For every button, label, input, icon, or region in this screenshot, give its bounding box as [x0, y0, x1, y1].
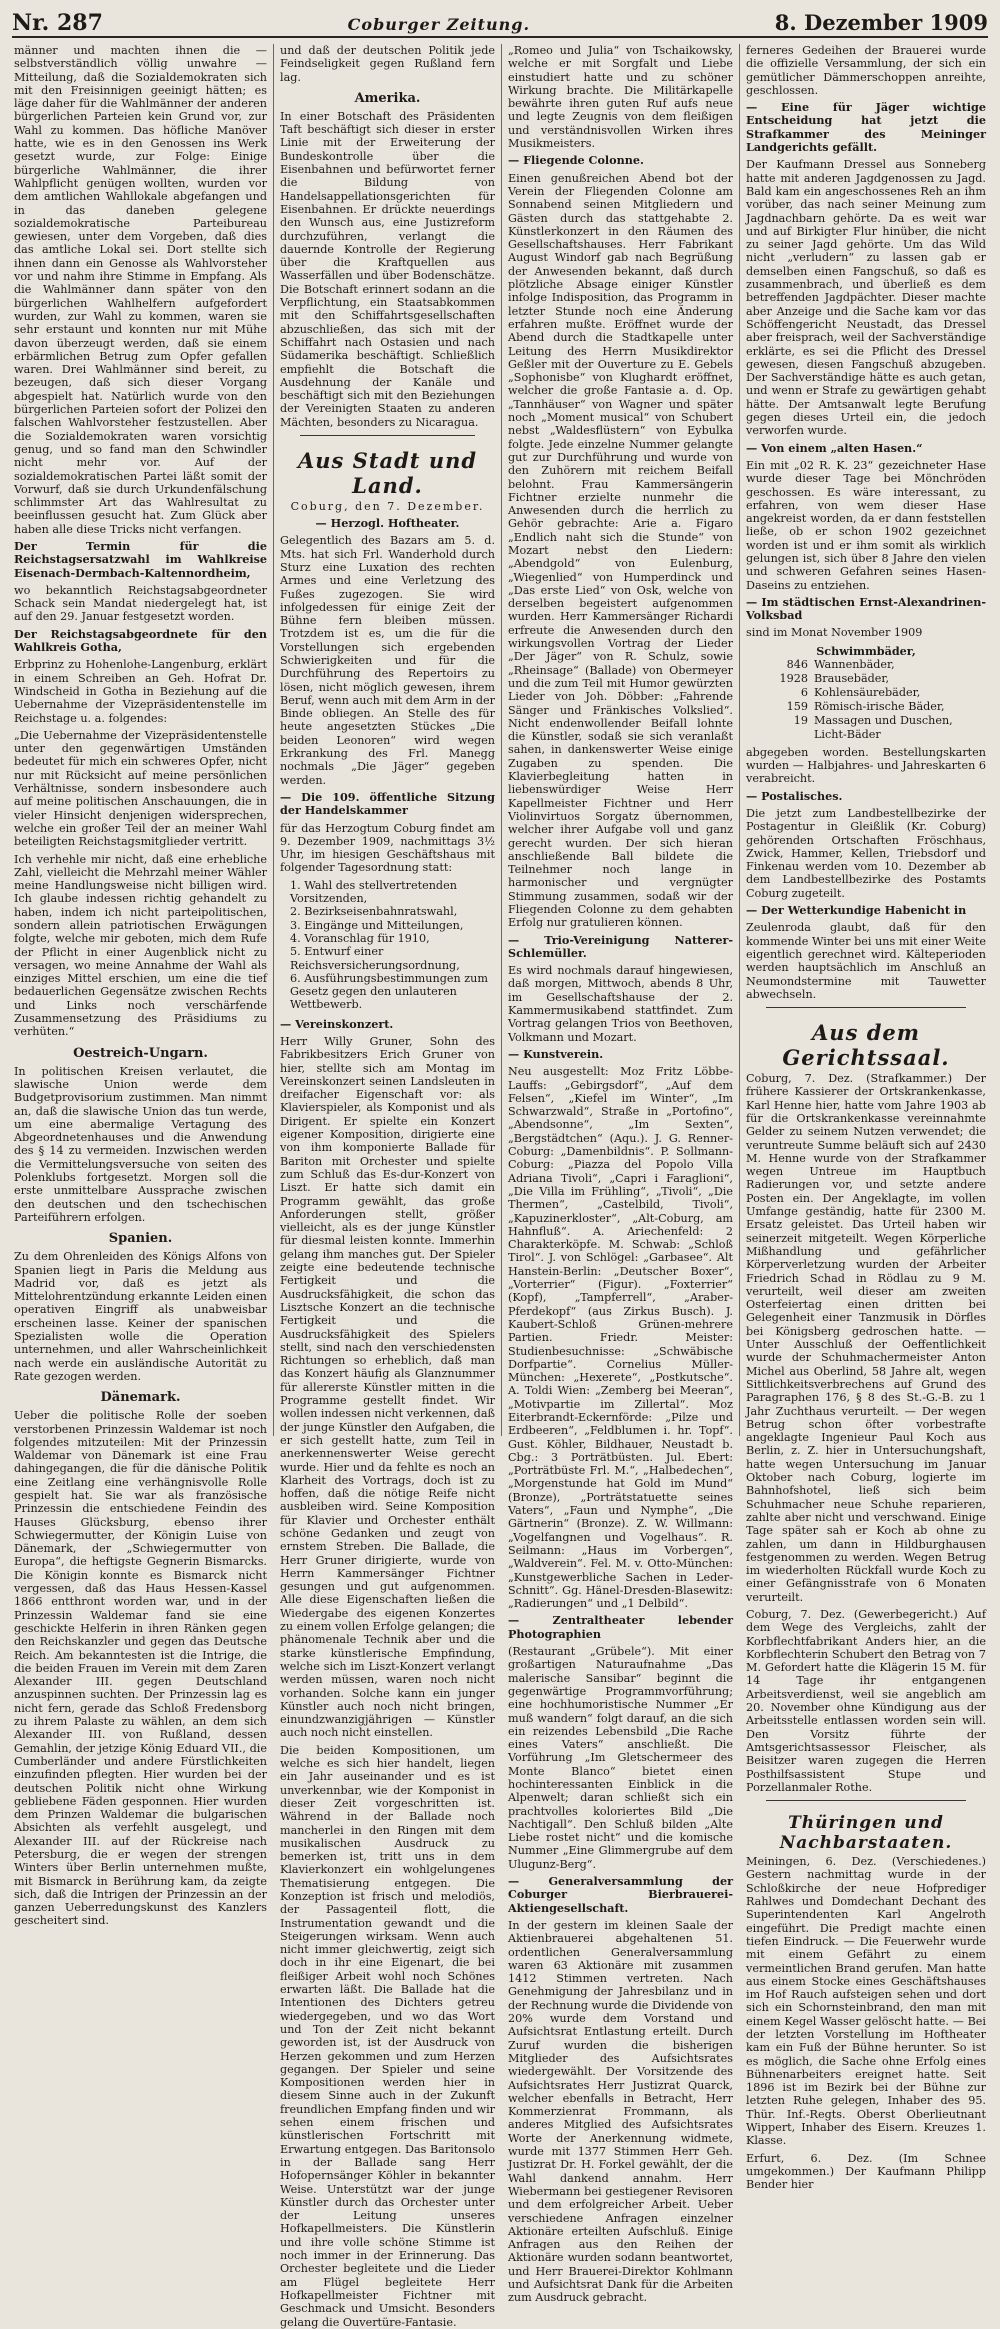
stats-label: Römisch-irische Bäder, — [814, 699, 945, 713]
article-text: Ich verhehle mir nicht, daß eine erhebliche Zahl, vielleicht die Mehrzahl meiner Wähler meine Handlungsweise nicht billigen wird. Ich glaube indessen richtig gehandelt zu haben, indem ich nicht parteipolitischen, sondern allein patriotischen Erwägungen folgte, welche mir geboten, mich dem Rufe der Pflicht in einer Augenblick nicht zu versagen, wo meine Annahme der Wahl als einziges Mittel erschien, um eine die tief bedauerlichen Gegensätze zwischen Rechts und Links noch verschärfende Zusammensetzung des Präsidiums zu verhüten.“ — [14, 852, 267, 1039]
article-text: Erfurt, 6. Dez. (Im Schnee umgekommen.) Der Kaufmann Philipp Bender hier — [746, 2151, 986, 2192]
article-heading: — Von einem „alten Hasen.“ — [746, 440, 923, 455]
article-heading: — Postalisches. — [746, 788, 843, 803]
stats-row — [746, 700, 986, 714]
stats-label: Wannenbäder, — [814, 657, 895, 671]
agenda-item: 2. Bezirkseisenbahnratswahl, — [290, 905, 458, 919]
article-text: Meiningen, 6. Dez. (Verschiedenes.) Gestern nachmittag wurde in der Schloßkirche der neue Hofprediger Rahlwes und Domdechant Dechant des Superintendenten Karl Angelroth eingeführt. Die Predigt machte einen tiefen Eindruck. — Die Feuerwehr wurde mit einem Gefährt zu einem vermeintlichen Brand gerufen. Man hatte aus einem Stocke eines Geschäftshauses im Hof Rauch aufsteigen sehen und dort sich ein Schornsteinbrand, den man mit einem Kegel Wasser gelöscht hatte. — Bei der letzten Vorstellung im Hoftheater kam ein Fuß der Bühne herunter. So ist es möglich, die Sache ohne Erfolg eines Bühnenarbeiters ereignet hatte. Seit 1896 ist im Bezirk bei der Bühne zur letzten Ruhe gelegen, Inhaber des 95. Thür. Inf.-Regts. Oberst Oberlieutnant Wippert, Inhaber des Eisern. Kreuzes 1. Klasse. — [746, 1855, 986, 2148]
bath-statistics — [746, 644, 986, 742]
article-text: ferneres Gedeihen der Brauerei wurde die offizielle Versammlung, der sich ein gemütlicher Dämmerschoppen anreihte, geschlossen. — [746, 44, 986, 97]
stats-row — [746, 686, 986, 700]
stats-head: Schwimmbäder, — [816, 643, 916, 658]
stats-row — [746, 728, 986, 742]
article-text: Ein mit „02 R. K. 23“ gezeichneter Hase wurde dieser Tage bei Mönchröden geschossen. Es wäre interessant, zu erfahren, von wem dieser Hase angekreist worden, da er dann feststellen ließe, ob er schon 1902 gezeichnet worden ist und er ihm somit als wirklich gelungen ist, sich über 8 Jahre den vielen und schweren Gefahren seines Hasen-Daseins zu entziehen. — [746, 458, 986, 592]
stats-label: Kohlensäurebäder, — [814, 685, 921, 699]
article-text: abgegeben worden. Bestellungskarten wurden — Halbjahres- und Jahreskarten 6 verabreicht. — [746, 745, 986, 786]
article-heading: — Vereinskonzert. — [280, 1016, 394, 1031]
stats-count: 846 — [786, 657, 808, 671]
article-text: In der gestern im kleinen Saale der Aktienbrauerei abgehaltenen 51. ordentlichen Generalversammlung waren 63 Aktionäre mit zusammen 1412 Stimmen vertreten. Nach Genehmigung der Jahresbilanz und in der Rechnung wurde die Dividende von 20% wurde dem Vorstand und Aufsichtsrat Entlastung erteilt. Durch Zuruf wurden die bisherigen Mitglieder des Aufsichtsrates wiedergewählt. Der Vorsitzende des Aufsichtsrates Herr Justizrat Quarck, welcher ebenfalls in Betracht, Herr Kommerzienrat Frommann, als anderes Mitglied des Aufsichtsrates Worte der Anerkennung widmete, wurde mit 1377 Stimmen Herr Geh. Justizrat Dr. H. Forkel gewählt, der die Wahl dankend annahm. Herr Wiebermann bei gestiegener Revisoren und dem erfolgreicher Arbeit. Ueber verschiedene Anfragen einzelner Aktionäre erteilten Aufschluß. Einige Anfragen aus den Reihen der Aktionäre wurden sodann beantwortet, und Herr Brauerei-Direktor Kohlmann und Aufsichtsrat Dank für die Arbeiten zum Ausdruck gebracht. — [508, 1918, 733, 2305]
article-heading: Der Reichstagsabgeordnete für den Wahlkreis Gotha, — [14, 626, 267, 655]
agenda-item: 1. Wahl des stellvertretenden Vorsitzenden, — [290, 878, 457, 906]
article-heading: — Im städtischen Ernst-Alexandrinen-Volksbad — [746, 594, 986, 623]
stats-label: Licht-Bäder — [814, 727, 881, 741]
section-title: Thüringen und Nachbarstaaten. — [779, 1813, 953, 1854]
article-text: sind im Monat November 1909 — [746, 626, 923, 640]
column-1 — [8, 44, 274, 1928]
article-heading: — Die 109. öffentliche Sitzung der Handelskammer — [280, 789, 495, 818]
article-text: Erbprinz zu Hohenlohe-Langenburg, erklärt in einem Schreiben an Geh. Hofrat Dr. Windscheid in Gotha in Beziehung auf die Uebernahme der Vizepräsidentenstelle im Reichstage u. a. folgendes: — [14, 658, 267, 725]
stats-row — [746, 658, 986, 672]
article-text: für das Herzogtum Coburg findet am 9. Dezember 1909, nachmittags 3½ Uhr, im hiesigen Geschäftshaus mit folgender Tagesordnung statt: — [280, 821, 495, 875]
stats-count: 159 — [786, 699, 808, 713]
stats-row — [746, 672, 986, 686]
divider — [300, 435, 475, 436]
article-text: wo bekanntlich Reichstagsabgeordneter Schack sein Mandat niedergelegt hat, ist auf den 29. Januar festgesetzt worden. — [14, 583, 267, 624]
issue-number: Nr. 287 — [12, 10, 103, 36]
section-heading: Dänemark. — [100, 1390, 181, 1406]
columns — [8, 44, 992, 2329]
stats-count — [746, 728, 814, 742]
section-heading: Oestreich-Ungarn. — [73, 1045, 208, 1061]
column-4 — [740, 44, 992, 2192]
divider — [766, 1800, 966, 1801]
column-3 — [502, 44, 740, 2305]
divider — [766, 1007, 966, 1008]
article-heading: — Trio-Vereinigung Natterer-Schlemüller. — [508, 932, 733, 960]
article-text: Coburg, 7. Dez. (Gewerbegericht.) Auf dem Wege des Vergleichs, zahlt der Korbflechtfabrikant Anders hier, an die Korbflechterin Schubert den Betrag von 7 M. Gefordert hatte die Klägerin 15 M. für 14 Tage ihr entgangenen Arbeitsverdienst, weil sie angeblich am 20. November ohne Kündigung aus der Arbeitsstelle entlassen worden sein will. Den Vorsitz führte der Amtsgerichtsassessor Fleischer, als Beisitzer waren zugegen die Herren Posthilfsassistent Stupe und Porzellanmaler Rothe. — [746, 1607, 986, 1794]
section-title: Aus Stadt und Land. — [297, 448, 478, 499]
agenda-item: 5. Entwurf einer Reichsversicherungsordnung, — [290, 945, 460, 972]
page-header — [12, 10, 988, 38]
article-text: „Die Uebernahme der Vizepräsidentenstelle unter den gegenwärtigen Umständen bedeutet für mich ein schweres Opfer, nicht nur mit Rücksicht auf meine persönlichen Verhältnisse, sondern insbesondere auch auf meine politischen Anschauungen, die in vieler Hinsicht denjenigen widersprechen, welche ein großer Teil der an meiner Wahl beteiligten Reichstagsmitglieder vertritt. — [14, 728, 267, 849]
stats-count: 1928 — [779, 671, 808, 685]
article-text: Die beiden Kompositionen, um welche es sich hier handelt, liegen ein Jahr auseinander und es ist unverkennbar, wie der Komponist in dieser Zeit vorgeschritten ist. Während in der Ballade noch mancherlei in den Ringen mit dem musikalischen Ausdruck zu bemerken ist, tritt uns in dem Klavierkonzert ein wohlgelungenes Thematisierung entgegen. Die Konzeption ist frisch und melodiös, der Passagenteil flott, die Instrumentation gewandt und die Steigerungen wirksam. Wenn auch nicht immer gleichwertig, zeigt sich doch in ihr eine Eigenart, die bei fleißiger Arbeit wohl noch Schönes erwarten läßt. Die Ballade hat die Intentionen des Dichters getreu wiedergegeben, und wo das Wort und Ton der Zeit nicht bekannt geworden ist, ist der Ausdruck von Herzen gekommen und zum Herzen gegangen. Der Spieler und seine Kompositionen werden hier in diesem Sinne auch in der Zukunft freundlichen Empfang finden und wir sehen einem frischen und künstlerischen Fortschritt mit Erwartung entgegen. Das Baritonsolo in der Ballade sang Herr Hofopernsänger Köhler in bekannter Weise. Unterstützt war der junge Künstler durch das Orchester unter der Leitung unseres Hofkapellmeisters. Die Künstlerin und ihre volle schöne Stimme ist noch immer in der Erinnerung. Das Orchester begleitete und die Lieder am Flügel begleitete Herr Hofkapellmeister Fichtner mit Geschmack und Umsicht. Besonders gelang die Ouvertüre-Fantasie. — [280, 1743, 495, 2329]
stats-label: Massagen und Duschen, — [814, 713, 953, 727]
article-text: Die jetzt zum Landbestellbezirke der Postagentur in Gleißlik (Kr. Coburg) gehörenden Ortschaften Fröschhaus, Zwick, Hammer, Kellen, Triebsdorf und Finkenau werden vom 10. Dezember ab dem Landbestellbezirke des Postamts Coburg zugeteilt. — [746, 806, 986, 900]
agenda-item: 6. Ausführungsbestimmungen zum Gesetz gegen den unlauteren Wettbewerb. — [290, 971, 488, 1012]
article-text: Coburg, 7. Dez. (Strafkammer.) Der frühere Kassierer der Ortskrankenkasse, Karl Henne hier, hatte vom Jahre 1903 ab für die Ortskrankenkasse vereinnahmte Gelder zu seinem Nutzen verwendet; die veruntreute Summe beläuft sich auf 2430 M. Henne wurde von der Strafkammer wegen Untreue im Hauptbuch Radierungen vor, und setzte andere Posten ein. Der Angeklagte, im vollen Umfange geständig, hatte für 2300 M. Ersatz geleistet. Das Urteil haben wir seinerzeit mitgeteilt. Wegen Körperliche Mißhandlung und gefährlicher Körperverletzung wurden der Arbeiter Friedrich Schad in Rödlau zu 9 M. verurteilt, weil dieser am zweiten Osterfeiertag einen dritten bei Gelegenheit einer Tanzmusik in Dörfles bei Königsberg gedroschen hatte. — Unter Ausschluß der Oeffentlichkeit wurde der Schuhmachermeister Anton Michel aus Oberlind, 58 Jahre alt, wegen Sittlichkeitsverbrechens auf Grund des Paragraphen 176, § 8 des St.-G.-B. zu 1 Jahr Zuchthaus verurteilt. — Der wegen Betrug schon öfter vorbestrafte angeklagte Ingenieur Paul Koch aus Berlin, z. Z. hier in Untersuchungshaft, hatte wegen Untersuchung im Januar Oktober nach Coburg, logierte im Bahnhofshotel, ließ sich beim Schuhmacher neue Schuhe reparieren, zahlte aber nicht und verschwand. Einige Tage später sah er Koch ab ohne zu zahlen, um dann in Hildburghausen festgenommen zu werden. Wegen Betrug im wiederholten Rückfall wurde Koch zu einer Gefängnisstrafe von 6 Monaten verurteilt. — [746, 1072, 986, 1604]
stats-row — [746, 714, 986, 728]
article-heading: — Eine für Jäger wichtige Entscheidung hat jetzt die Strafkammer des Meininger Landgerichts gefällt. — [746, 100, 986, 155]
article-heading: — Kunstverein. — [508, 1046, 604, 1061]
article-text: In politischen Kreisen verlautet, die slawische Union werde dem Budgetprovisorium zustimmen. Man nimmt an, daß die slawische Union das tun werde, um eine abermalige Vertagung des Abgeordnetenhauses und die Anwendung des § 14 zu vermeiden. Inzwischen werden die Vermittelungsversuche von seiten des Polenklubs fortgesetzt. Morgen soll die erste unmittelbare Aussprache zwischen den deutschen und den tschechischen Parteiführern erfolgen. — [14, 1064, 267, 1224]
article-heading: Der Termin für die Reichstagsersatzwahl im Wahlkreise Eisenach-Dermbach-Kaltennordheim, — [14, 538, 267, 580]
article-text: Es wird nochmals darauf hingewiesen, daß morgen, Mittwoch, abends 8 Uhr, im Gesellschaftshause der 2. Kammermusikabend stattfindet. Zum Vortrag gelangen Trios von Beethoven, Volkmann und Mozart. — [508, 964, 733, 1044]
dateline: Coburg, den 7. Dezember. — [290, 500, 485, 514]
agenda-list — [290, 879, 495, 1012]
article-text: „Romeo und Julia“ von Tschaikowsky, welche er mit Sorgfalt und Liebe einstudiert hatte und zu schöner Wirkung brachte. Die Militärkapelle bewährte ihren guten Ruf aufs neue und legte Zeugnis von dem fleißigen und verständnisvollen Wirken ihres Musikmeisters. — [508, 44, 733, 151]
article-heading: — Fliegende Colonne. — [508, 153, 644, 168]
article-heading: — Der Wetterkundige Habenicht in — [746, 903, 967, 918]
article-text: (Restaurant „Grübele“). Mit einer großartigen Naturaufnahme „Das malerische Sansibar“ beginnt die gegenwärtige Programmvorführung; eine hochhumoristische Nummer „Er muß wandern“ folgt darauf, an die sich ein reizendes Lebensbild „Die Rache eines Vaters“ anschließt. Die Vorführung „Im Gletschermeer des Monte Blanco“ bietet einen hochinteressanten Einblick in die Alpenwelt; daran schließt sich ein prachtvolles koloriertes Bild „Die Nachtigall“. Den Schluß bilden „Alte Liebe rostet nicht“ und die komische Nummer „Eine Glimmergrube auf dem Ulugunz-Berg“. — [508, 1645, 733, 1871]
article-text: Einen genußreichen Abend bot der Verein der Fliegenden Colonne am Sonnabend seinen Mitgliedern und Gästen durch das stattgehabte 2. Künstlerkonzert in den Räumen des Gesellschaftshauses. Herr Fabrikant August Windorf gab nach Begrüßung der Anwesenden bekannt, daß durch plötzliche Absage einiger Künstler infolge Indisposition, das Programm in letzter Stunde noch eine Änderung erfahren mußte. Eröffnet wurde der Abend durch die Stadtkapelle unter Leitung des Herrn Musikdirektor Geßler mit der Ouverture zu E. Gebels „Sophonisbe“ von Klughardt eröffnet, welcher die große Fantasie a. d. Op. „Tannhäuser“ von Wagner und später noch „Moment musical“ von Schubert nebst „Waldesflüstern“ von Eybulka folgte. Jede einzelne Nummer gelangte gut zur Durchführung und wurde von den Zuhörern mit reichem Beifall belohnt. Frau Kammersängerin Fichtner erzielte nunmehr die Anwesenden durch die herrlich zu Gehör gebrachte: Arie a. Figaro „Endlich naht sich die Stunde“ von Mozart nebst den Liedern: „Abendgold“ von Eulenburg, „Wiegenlied“ von Humperdinck und „Das erste Lied“ von Osk, welche von derselben begeistert aufgenommen wurden. Herr Kammersänger Richardi erfreute die Anwesenden durch den wirkungsvollen Vortrag der Lieder „Der Jäger“ von R. Schulz, sowie „Rheinsage“ (Ballade) von Obermeyer und die zum Teil mit Humor gewürzten Lieder von Joh. Döbber: „Fahrende Sänger und Fränkisches Volkslied“. Nicht endenwollender Beifall lohnte die Künstler, sodaß sie sich veranlaßt sahen, in dankenswerter Weise einige Zugaben zu spenden. Die Klavierbegleitung hatten in liebenswürdiger Weise Herr Kapellmeister Fichtner und Herr Violinvirtuos Sorgatz übernommen, welcher ihrer Aufgabe voll und ganz gerecht wurden. Der sich hieran anschließende Ball bildete die Teilnehmer noch lange in harmonischer und vergnügter Stimmung zusammen, sodaß wir der Fliegenden Colonne zu dem gehabten Erfolg nur gratulieren können. — [508, 171, 733, 930]
section-title: Aus dem Gerichtssaal. — [782, 1020, 950, 1071]
newspaper-name: Coburger Zeitung. — [347, 15, 531, 34]
article-text: Zeulenroda glaubt, daß für den kommende Winter bei uns mit einer Weite eigentlich gerechnet wird. Kälteperioden werden hauptsächlich im Anschluß an Neumondstermine mit Tauwetter abwechseln. — [746, 921, 986, 1001]
article-text: In einer Botschaft des Präsidenten Taft beschäftigt sich dieser in erster Linie mit der Erweiterung der Bundeskontrolle über die Eisenbahnen und befürwortet ferner die Bildung von Handelsappellationsgerichten für Eisenbahnen. Er drückte neuerdings den Wunsch aus, eine Justizreform durchzuführen, verlangt die dauernde Kontrolle der Regierung über die Kraftquellen aus Wasserfällen und über Bodenschätze. Die Botschaft erinnert sodann an die Verpflichtung, ein Staatsabkommen mit den Schiffahrtsgesellschaften abzuschließen, das sich mit der Schiffahrt nach Ostasien und nach Südamerika beschäftigt. Schließlich empfiehlt die Botschaft die Ausdehnung der Kanäle und beschäftigt sich mit den Beziehungen der Vereinigten Staaten zu anderen Mächten, besonders zu Nicaragua. — [280, 109, 495, 429]
article-heading: — Herzogl. Hoftheater. — [315, 516, 460, 531]
article-text: und daß der deutschen Politik jede Feindseligkeit gegen Rußland fern lag. — [280, 44, 495, 84]
article-text: Ueber die politische Rolle der soeben verstorbenen Prinzessin Waldemar ist noch folgendes mitzuteilen: Mit der Prinzessin Waldemar von Dänemark ist eine Frau dahingegangen, die für die dänische Politik eine Zeitlang eine verhängnisvolle Rolle gespielt hat. Sie war als französische Prinzessin die entschiedene Feindin des Hauses Glücksburg, ebenso ihrer Schwiegermutter, der Königin Luise von Dänemark, der „Schwiegermutter von Europa“, die heftigste Gegnerin Bismarcks. Die Königin konnte es Bismarck nicht vergessen, daß das Haus Hessen-Kassel 1866 entthront worden war, und in der Prinzessin Waldemar fand sie eine geschickte Helferin in ihren Ränken gegen den Reichskanzler und gegen das Deutsche Reich. Am bekanntesten ist die Intrige, die die beiden Frauen im Verein mit dem Zaren Alexander III. gegen Deutschland anzuspinnen suchten. Der Prinzessin lag es nicht fern, gerade das Schloß Fredensborg zu ihrem Palaste zu wählen, an dem sich Alexander III. von Rußland, dessen Gemahlin, der jetzige König Eduard VII., die Cumberländer und andere Fürstlichkeiten einzufinden pflegten. Hier wurden bei der deutschen Politik nicht ohne Wirkung gebliebene Fäden gesponnen. Hier wurden dem Prinzen Waldemar die bulgarischen Absichten als verfehlt ausgelegt, und Alexander III. auf der Rückreise nach Petersburg, die er wegen der strengen Winters über Berlin unternehmen mußte, mit Bismarck in Berührung kam, da zeigte sich, daß die Intrigen der Prinzessin an der ganzen Ueberredungskunst des Kanzlers gescheitert sind. — [14, 1409, 267, 1928]
article-text: Zu dem Ohrenleiden des Königs Alfons von Spanien liegt in Paris die Meldung aus Madrid vor, daß es jetzt als Mittelohrentzündung erkannte Leiden einen operativen Eingriff als unabweisbar erscheinen lasse. Keiner der spanischen Spezialisten wolle die Operation unternehmen, und aller Wahrscheinlichkeit nach werde ein ausländische Autorität zu Rate gezogen werden. — [14, 1250, 267, 1383]
article-heading: — Zentraltheater lebender Photographien — [508, 1613, 733, 1641]
article-text: Gelegentlich des Bazars am 5. d. Mts. hat sich Frl. Wanderhold durch Sturz eine Luxation des rechten Armes und eine Verletzung des Fußes zugezogen. Sie wird infolgedessen für einige Zeit der Bühne fern bleiben müssen. Trotzdem ist es, um die für die Vorstellungen sich ergebenden Schwierigkeiten und für die Durchführung des Repertoirs zu lösen, nicht möglich gewesen, ihrem Beruf, wenn auch mit dem Arm in der Binde obliegen. An Stelle des für heute angesetzten Stückes „Die beiden Leonoren“ wird wegen Erkrankung des Frl. Manegg nochmals „Die Jäger“ gegeben werden. — [280, 534, 495, 787]
agenda-item: 4. Voranschlag für 1910, — [290, 931, 430, 945]
issue-date: 8. Dezember 1909 — [774, 10, 988, 35]
stats-count: 6 — [800, 685, 808, 699]
stats-label: Brausebäder, — [814, 671, 890, 685]
article-text: Neu ausgestellt: Moz Fritz Löbbe-Lauffs: „Gebirgsdorf“, „Auf dem Felsen“, „Kiefel im Winter“, „Im Schwarzwald“, Straße in „Portofino“, „Abendsonne“, „Im Sexten“, „Bergstädtchen“ (Aqu.). J. G. Renner-Coburg: „Damenbildnis“. P. Sollmann-Coburg: „Piazza del Popolo Villa Adriana Tivoli“, „Capri i Faraglioni“, „Die Villa im Frühling“, „Tivoli“, „Die Thermen“, „Castelbild, Tivoli“, „Kapuzinerkloster“, „Alt-Coburg, am Hahnfluß“. A. Ariechenfeld: 2 Charakterköpfe. M. Schwab: „Schloß Tirol“. J. von Schlögel: „Garbasee“. Alt Hanstein-Berlin: „Deutscher Boxer“, „Vorterrier“ (Figur). „Foxterrier“ (Kopf), „Tampferrell“, „Araber-Pferdekopf“ (aus Zirkus Busch). J. Kaubert-Schloß Grünen-mehrere Partien. Friedr. Meister: Studienbesuchnisse: „Schwäbische Dorfpartie“. Cornelius Müller-München: „Hexerete“, „Postkutsche“. A. Toldi Wien: „Zemberg bei Meeran“, „Motivpartie im Zillertal“. Moz Eiterbrandt-Eckernförde: „Pilze und Erdbeeren“, „Feldblumen i. hr. Topf“. Gust. Köhler, Bildhauer, Neustadt b. Cbg.: 3 Porträtbüsten. Jul. Ebert: „Porträtbüste Frl. M.“, „Halbedechen“, „Morgenstunde hat Gold im Mund“ (Bronze), „Porträtstatuette seines Vaters“, „Faun und Nymphe“, „Die Gärtnerin“ (Bronze). Z. W. Willmann: „Vogelfangnen und Vogelhaus“. R. Seilmann: „Haus im Vorbergen“, „Waldverein“. Fel. M. v. Otto-München: „Kunstgewerbliche Sachen in Leder-Schnitt“. Gg. Hänel-Dresden-Blasewitz: „Radierungen“ und „1 Delbild“. — [508, 1065, 733, 1611]
article-text: Der Kaufmann Dressel aus Sonneberg hatte mit anderen Jagdgenossen zu Jagd. Bald kam ein angeschossenes Reh an ihm vorüber, das nach seiner Meinung zum Jagdnachbarn gehörte. Da es weit war und auf Birkigter Flur hinüber, die nicht zu seiner Jagd gehörte. Um das Wild nicht „verludern“ zu lassen gab er demselben einen Fangschuß, so daß es zusammenbrach, und überließ es dem betreffenden Jagdpächter. Dieser machte aber Anzeige und die Sache kam vor das Schöffengericht Neustadt, das Dressel aber freisprach, weil der Sachverständige erklärte, es sei die Pflicht des Dressel gewesen, diesen Fangschuß abzugeben. Der Sachverständige hätte es auch getan, und wenn er Strafe zu gewärtigen gehabt hätte. Der Amtsanwalt legte Berufung gegen dieses Urteil ein, die jedoch verworfen wurde. — [746, 158, 986, 438]
article-text: männer und machten ihnen die — selbstverständlich völlig unwahre — Mitteilung, daß die Sozialdemokraten sich mit den Freisinnigen geeinigt hätten; es läge daher für die Wahlmänner der anderen bürgerlichen Parteien kein Grund vor, zur Wahl zu kommen. Das höfliche Manöver hatte, wie es in den Genossen ins Werk gesetzt wurde, zur Folge: Einige bürgerliche Wahlmänner, die ihrer Wahlpflicht genügen wollten, wurden vor dem amtlichen Wahllokale abgefangen und in das daneben gelegene sozialdemokratische Parteibureau gewiesen, unter dem Vorgeben, daß dies das amtliche Lokal sei. Dort stellte sich ihnen dann ein Genosse als Wahlvorsteher vor und nahm ihre Stimme in Empfang. Als die Wahlmänner dann später von den bürgerlichen Wahlhelfern aufgefordert wurden, zur Wahl zu kommen, waren sie sehr erstaunt und konnten nur mit Mühe davon überzeugt werden, daß sie einem erbärmlichen Betrug zum Opfer gefallen waren. Drei Wahlmänner sind bereit, zu bezeugen, daß sich dieser Vorgang abgespielt hat. Natürlich wurde von den bürgerlichen Parteien sofort der Polizei den falschen Wahlvorsteher festzustellen. Aber die Sozialdemokraten waren vorsichtig genug, und so fand man den Schwindler nicht mehr vor. Auf der sozialdemokratischen Partei läßt somit der Vorwurf, daß sie durch Urkundenfälschung schlimmster Art das Wahlresultat zu beeinflussen gesucht hat. Zum Glück aber haben alle diese Tricks nicht verfangen. — [14, 44, 267, 536]
agenda-item: 3. Eingänge und Mitteilungen, — [290, 918, 464, 932]
article-heading: — Generalversammlung der Coburger Bierbrauerei-Aktiengesellschaft. — [508, 1874, 733, 1915]
section-heading: Amerika. — [354, 90, 421, 106]
section-heading: Spanien. — [108, 1231, 173, 1247]
article-text: Herr Willy Gruner, Sohn des Fabrikbesitzers Erich Gruner von hier, stellte sich am Montag im Vereinskonzert seinen Landsleuten in dreifacher Eigenschaft vor: als Klavierspieler, als Komponist und als Dirigent. Er spielte ein Konzert eigener Komposition, dirigierte eine von ihm komponierte Ballade für Bariton mit Orchester und spielte zum Schluß das Es-dur-Konzert von Liszt. Er hatte sich damit ein Programm gewählt, das große Anforderungen stellt, größer vielleicht, als es der junge Künstler für diesmal leisten konnte. Immerhin gelang ihm manches gut. Der Spieler zeigte eine bedeutende technische Fertigkeit und die Ausdrucksfähigkeit, die schon das Lisztsche Konzert an die technische Fertigkeit und die Ausdrucksfähigkeit des Spielers stellt, sind nach den verschiedensten Richtungen so erheblich, daß man das Konzert häufig als Glanznummer für allererste Künstler mitten in die Programme gestellt findet. Wir wollen indessen nicht verkennen, daß der junge Künstler den Aufgaben, die er sich gestellt hatte, zum Teil in anerkennenswerter Weise gerecht wurde. Hier und da fehlte es noch an Klarheit des Vortrags, doch ist zu hoffen, daß die nötige Reife nicht ausbleiben wird. Seine Komposition für Klavier und Orchester enthält schöne Gedanken und zeugt von ernstem Streben. Die Ballade, die Herr Gruner dirigierte, wurde von Herrn Kammersänger Fichtner gesungen und gut aufgenommen. Alle diese Eigenschaften ließen die Wiedergabe des eigenen Konzertes zu einem vollen Erfolge gelangen; die phänomenale Technik aber und die starke künstlerische Empfindung, welche sich im Liszt-Konzert verlangt werden müssen, waren noch nicht vorhanden. Solche kann ein junger Künstler auch noch nicht bringen, einundzwanzigjährigen — Künstler auch noch nicht einstellen. — [280, 1035, 495, 1740]
stats-count: 19 — [793, 713, 808, 727]
column-2 — [274, 44, 502, 2329]
